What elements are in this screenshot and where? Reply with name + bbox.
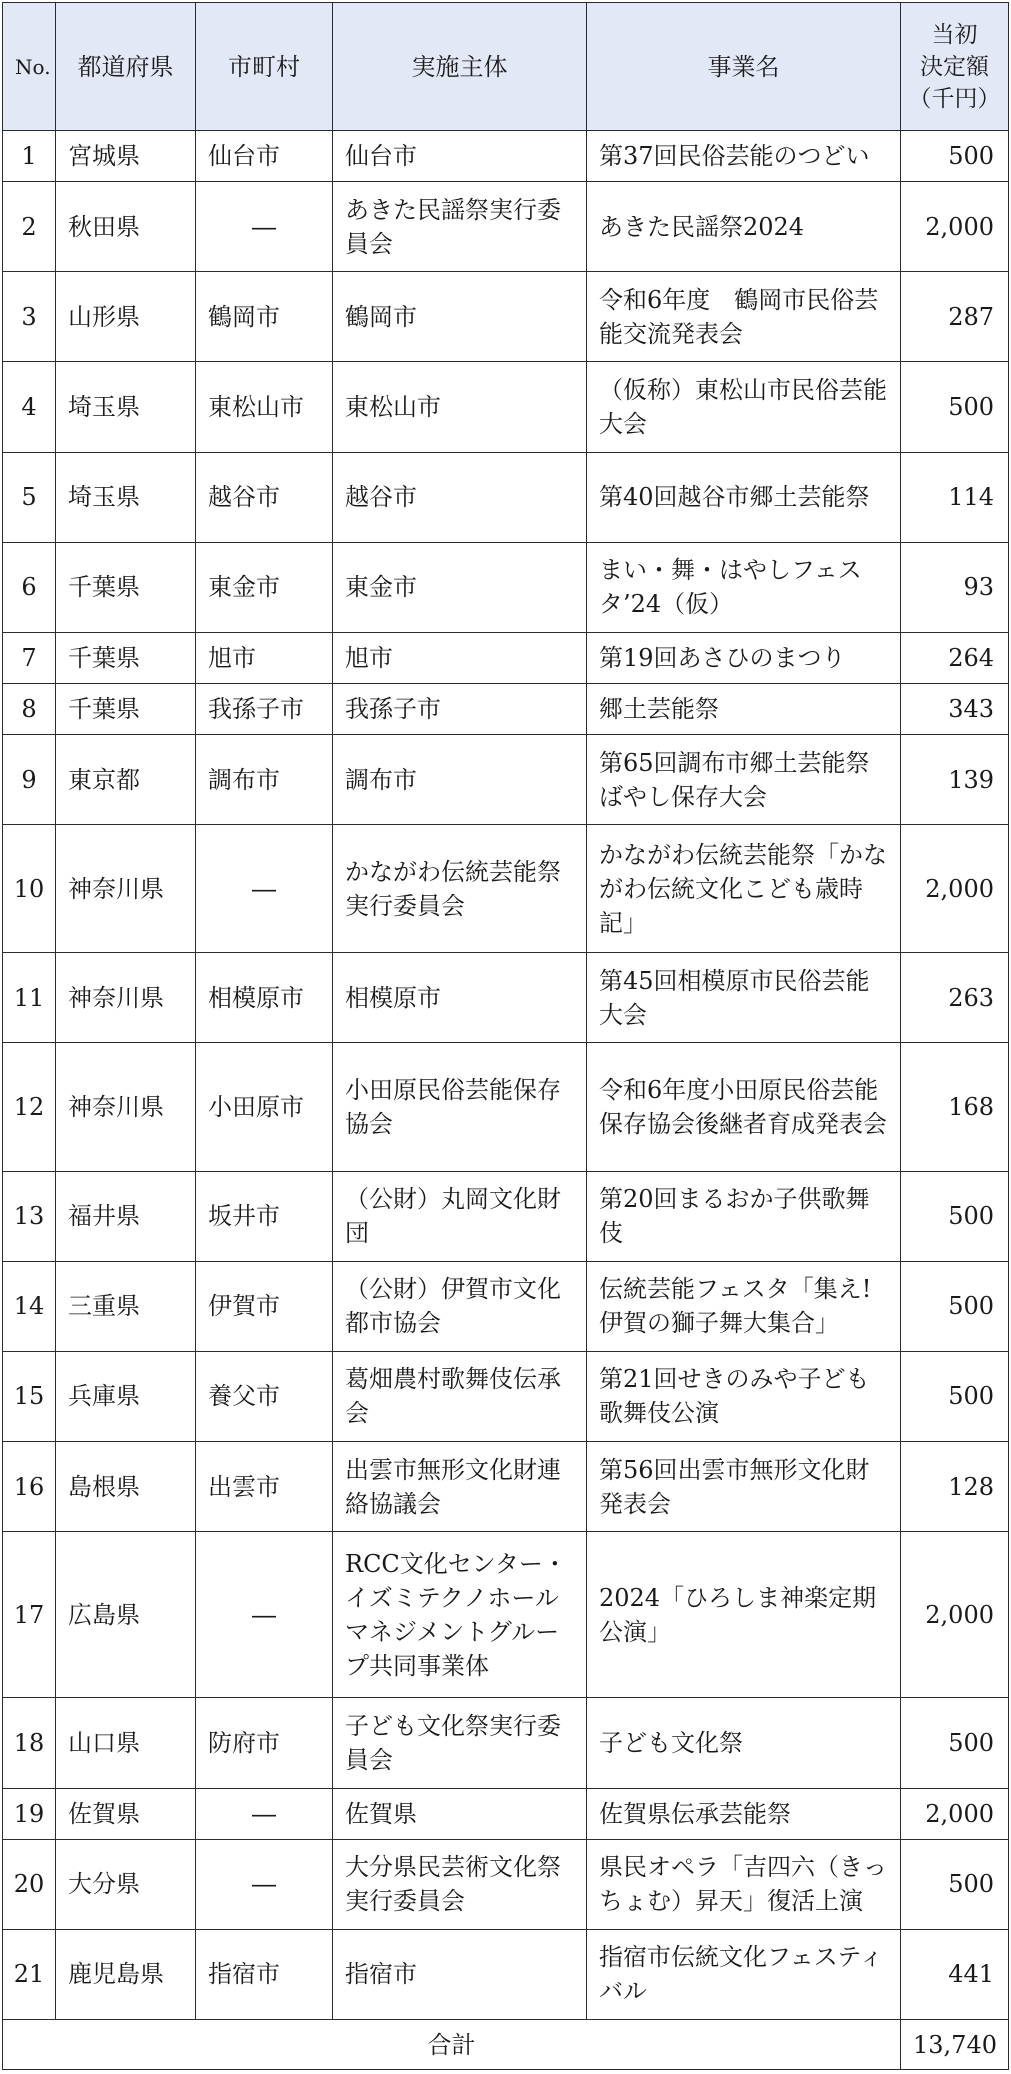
table-row bbox=[3, 1043, 1009, 1171]
amount-cell: 2,000 bbox=[901, 1788, 1009, 1839]
project-cell: 第20回まるおか子供歌舞伎 bbox=[587, 1171, 901, 1261]
project-cell: 令和6年度 鶴岡市民俗芸能交流発表会 bbox=[587, 272, 901, 362]
amount-cell: 168 bbox=[901, 1043, 1009, 1171]
row-number: 16 bbox=[3, 1442, 56, 1532]
municipality-cell: 我孫子市 bbox=[196, 683, 333, 734]
amount-cell: 128 bbox=[901, 1442, 1009, 1532]
table-row bbox=[3, 1171, 1009, 1261]
row-number: 20 bbox=[3, 1839, 56, 1929]
organizer-cell: 鶴岡市 bbox=[333, 272, 587, 362]
grant-table bbox=[2, 2, 1009, 2070]
amount-cell: 500 bbox=[901, 1261, 1009, 1351]
row-number: 8 bbox=[3, 683, 56, 734]
header-row bbox=[3, 3, 1009, 131]
municipality-cell: ― bbox=[196, 825, 333, 953]
municipality-cell: ― bbox=[196, 182, 333, 272]
amount-cell: 287 bbox=[901, 272, 1009, 362]
municipality-cell: 出雲市 bbox=[196, 1442, 333, 1532]
project-cell: 郷土芸能祭 bbox=[587, 683, 901, 734]
municipality-cell: 指宿市 bbox=[196, 1929, 333, 2019]
project-cell: 令和6年度小田原民俗芸能保存協会後継者育成発表会 bbox=[587, 1043, 901, 1171]
row-number: 14 bbox=[3, 1261, 56, 1351]
organizer-cell: 調布市 bbox=[333, 734, 587, 824]
total-amount: 13,740 bbox=[901, 2020, 1009, 2070]
table-row bbox=[3, 452, 1009, 542]
prefecture-cell: 宮城県 bbox=[56, 131, 196, 182]
organizer-cell: 指宿市 bbox=[333, 1929, 587, 2019]
project-cell: あきた民謡祭2024 bbox=[587, 182, 901, 272]
prefecture-cell: 千葉県 bbox=[56, 632, 196, 683]
header-municipality: 市町村 bbox=[196, 3, 333, 131]
prefecture-cell: 山口県 bbox=[56, 1698, 196, 1788]
table-row bbox=[3, 182, 1009, 272]
amount-cell: 2,000 bbox=[901, 1532, 1009, 1698]
amount-cell: 441 bbox=[901, 1929, 1009, 2019]
table-row bbox=[3, 362, 1009, 452]
row-number: 2 bbox=[3, 182, 56, 272]
header-amount: 当初 決定額 （千円） bbox=[901, 3, 1009, 131]
project-cell: 第21回せきのみや子ども歌舞伎公演 bbox=[587, 1351, 901, 1441]
project-cell: 指宿市伝統文化フェスティバル bbox=[587, 1929, 901, 2019]
municipality-cell: 調布市 bbox=[196, 734, 333, 824]
table-row bbox=[3, 953, 1009, 1043]
prefecture-cell: 三重県 bbox=[56, 1261, 196, 1351]
prefecture-cell: 山形県 bbox=[56, 272, 196, 362]
table-row bbox=[3, 1442, 1009, 1532]
organizer-cell: 東金市 bbox=[333, 542, 587, 632]
row-number: 11 bbox=[3, 953, 56, 1043]
amount-cell: 114 bbox=[901, 452, 1009, 542]
prefecture-cell: 兵庫県 bbox=[56, 1351, 196, 1441]
project-cell: 2024「ひろしま神楽定期公演」 bbox=[587, 1532, 901, 1698]
project-cell: 県民オペラ「吉四六（きっちょむ）昇天」復活上演 bbox=[587, 1839, 901, 1929]
amount-cell: 500 bbox=[901, 362, 1009, 452]
municipality-cell: ― bbox=[196, 1532, 333, 1698]
row-number: 9 bbox=[3, 734, 56, 824]
organizer-cell: 子ども文化祭実行委員会 bbox=[333, 1698, 587, 1788]
prefecture-cell: 神奈川県 bbox=[56, 953, 196, 1043]
organizer-cell: 東松山市 bbox=[333, 362, 587, 452]
table-row bbox=[3, 683, 1009, 734]
table-row bbox=[3, 825, 1009, 953]
header-prefecture: 都道府県 bbox=[56, 3, 196, 131]
organizer-cell: 我孫子市 bbox=[333, 683, 587, 734]
organizer-cell: かながわ伝統芸能祭実行委員会 bbox=[333, 825, 587, 953]
municipality-cell: 仙台市 bbox=[196, 131, 333, 182]
row-number: 13 bbox=[3, 1171, 56, 1261]
total-row bbox=[3, 2020, 1009, 2070]
header-organizer: 実施主体 bbox=[333, 3, 587, 131]
municipality-cell: 鶴岡市 bbox=[196, 272, 333, 362]
amount-cell: 500 bbox=[901, 1839, 1009, 1929]
prefecture-cell: 福井県 bbox=[56, 1171, 196, 1261]
table-row bbox=[3, 1261, 1009, 1351]
organizer-cell: 相模原市 bbox=[333, 953, 587, 1043]
total-label: 合計 bbox=[3, 2020, 901, 2070]
prefecture-cell: 東京都 bbox=[56, 734, 196, 824]
row-number: 3 bbox=[3, 272, 56, 362]
municipality-cell: 伊賀市 bbox=[196, 1261, 333, 1351]
organizer-cell: 小田原民俗芸能保存協会 bbox=[333, 1043, 587, 1171]
prefecture-cell: 千葉県 bbox=[56, 683, 196, 734]
amount-cell: 139 bbox=[901, 734, 1009, 824]
prefecture-cell: 埼玉県 bbox=[56, 452, 196, 542]
municipality-cell: 相模原市 bbox=[196, 953, 333, 1043]
project-cell: 第45回相模原市民俗芸能大会 bbox=[587, 953, 901, 1043]
row-number: 6 bbox=[3, 542, 56, 632]
row-number: 17 bbox=[3, 1532, 56, 1698]
table-row bbox=[3, 1839, 1009, 1929]
amount-cell: 263 bbox=[901, 953, 1009, 1043]
organizer-cell: 大分県民芸術文化祭実行委員会 bbox=[333, 1839, 587, 1929]
project-cell: 第65回調布市郷土芸能祭ばやし保存大会 bbox=[587, 734, 901, 824]
prefecture-cell: 大分県 bbox=[56, 1839, 196, 1929]
amount-cell: 343 bbox=[901, 683, 1009, 734]
municipality-cell: 東松山市 bbox=[196, 362, 333, 452]
organizer-cell: 旭市 bbox=[333, 632, 587, 683]
project-cell: 第19回あさひのまつり bbox=[587, 632, 901, 683]
prefecture-cell: 埼玉県 bbox=[56, 362, 196, 452]
organizer-cell: あきた民謡祭実行委員会 bbox=[333, 182, 587, 272]
row-number: 5 bbox=[3, 452, 56, 542]
table-row bbox=[3, 632, 1009, 683]
organizer-cell: （公財）丸岡文化財団 bbox=[333, 1171, 587, 1261]
municipality-cell: 防府市 bbox=[196, 1698, 333, 1788]
municipality-cell: 旭市 bbox=[196, 632, 333, 683]
table-row bbox=[3, 1788, 1009, 1839]
table-row bbox=[3, 1351, 1009, 1441]
project-cell: 子ども文化祭 bbox=[587, 1698, 901, 1788]
amount-cell: 500 bbox=[901, 1698, 1009, 1788]
row-number: 15 bbox=[3, 1351, 56, 1441]
organizer-cell: （公財）伊賀市文化都市協会 bbox=[333, 1261, 587, 1351]
project-cell: 佐賀県伝承芸能祭 bbox=[587, 1788, 901, 1839]
project-cell: 第37回民俗芸能のつどい bbox=[587, 131, 901, 182]
project-cell: まい・舞・はやしフェスタ’24（仮） bbox=[587, 542, 901, 632]
municipality-cell: ― bbox=[196, 1839, 333, 1929]
header-no: No. bbox=[3, 3, 56, 131]
amount-cell: 264 bbox=[901, 632, 1009, 683]
table-row bbox=[3, 734, 1009, 824]
prefecture-cell: 神奈川県 bbox=[56, 825, 196, 953]
project-cell: かながわ伝統芸能祭「かながわ伝統文化こども歳時記」 bbox=[587, 825, 901, 953]
prefecture-cell: 佐賀県 bbox=[56, 1788, 196, 1839]
project-cell: 伝統芸能フェスタ「集え!伊賀の獅子舞大集合」 bbox=[587, 1261, 901, 1351]
amount-cell: 93 bbox=[901, 542, 1009, 632]
municipality-cell: 小田原市 bbox=[196, 1043, 333, 1171]
row-number: 18 bbox=[3, 1698, 56, 1788]
table-row bbox=[3, 1698, 1009, 1788]
prefecture-cell: 神奈川県 bbox=[56, 1043, 196, 1171]
organizer-cell: 出雲市無形文化財連絡協議会 bbox=[333, 1442, 587, 1532]
project-cell: （仮称）東松山市民俗芸能大会 bbox=[587, 362, 901, 452]
organizer-cell: 越谷市 bbox=[333, 452, 587, 542]
row-number: 19 bbox=[3, 1788, 56, 1839]
municipality-cell: ― bbox=[196, 1788, 333, 1839]
municipality-cell: 越谷市 bbox=[196, 452, 333, 542]
amount-cell: 2,000 bbox=[901, 825, 1009, 953]
organizer-cell: 葛畑農村歌舞伎伝承会 bbox=[333, 1351, 587, 1441]
organizer-cell: 佐賀県 bbox=[333, 1788, 587, 1839]
amount-cell: 500 bbox=[901, 131, 1009, 182]
table-row bbox=[3, 1532, 1009, 1698]
amount-cell: 500 bbox=[901, 1171, 1009, 1261]
row-number: 10 bbox=[3, 825, 56, 953]
organizer-cell: RCC文化センター・イズミテクノホールマネジメントグループ共同事業体 bbox=[333, 1532, 587, 1698]
municipality-cell: 坂井市 bbox=[196, 1171, 333, 1261]
project-cell: 第40回越谷市郷土芸能祭 bbox=[587, 452, 901, 542]
municipality-cell: 養父市 bbox=[196, 1351, 333, 1441]
amount-cell: 2,000 bbox=[901, 182, 1009, 272]
row-number: 7 bbox=[3, 632, 56, 683]
amount-cell: 500 bbox=[901, 1351, 1009, 1441]
prefecture-cell: 秋田県 bbox=[56, 182, 196, 272]
prefecture-cell: 島根県 bbox=[56, 1442, 196, 1532]
row-number: 1 bbox=[3, 131, 56, 182]
municipality-cell: 東金市 bbox=[196, 542, 333, 632]
prefecture-cell: 広島県 bbox=[56, 1532, 196, 1698]
project-cell: 第56回出雲市無形文化財発表会 bbox=[587, 1442, 901, 1532]
header-project: 事業名 bbox=[587, 3, 901, 131]
table-row bbox=[3, 131, 1009, 182]
table-row bbox=[3, 542, 1009, 632]
row-number: 4 bbox=[3, 362, 56, 452]
table-row bbox=[3, 272, 1009, 362]
prefecture-cell: 鹿児島県 bbox=[56, 1929, 196, 2019]
row-number: 12 bbox=[3, 1043, 56, 1171]
table-row bbox=[3, 1929, 1009, 2019]
prefecture-cell: 千葉県 bbox=[56, 542, 196, 632]
row-number: 21 bbox=[3, 1929, 56, 2019]
organizer-cell: 仙台市 bbox=[333, 131, 587, 182]
